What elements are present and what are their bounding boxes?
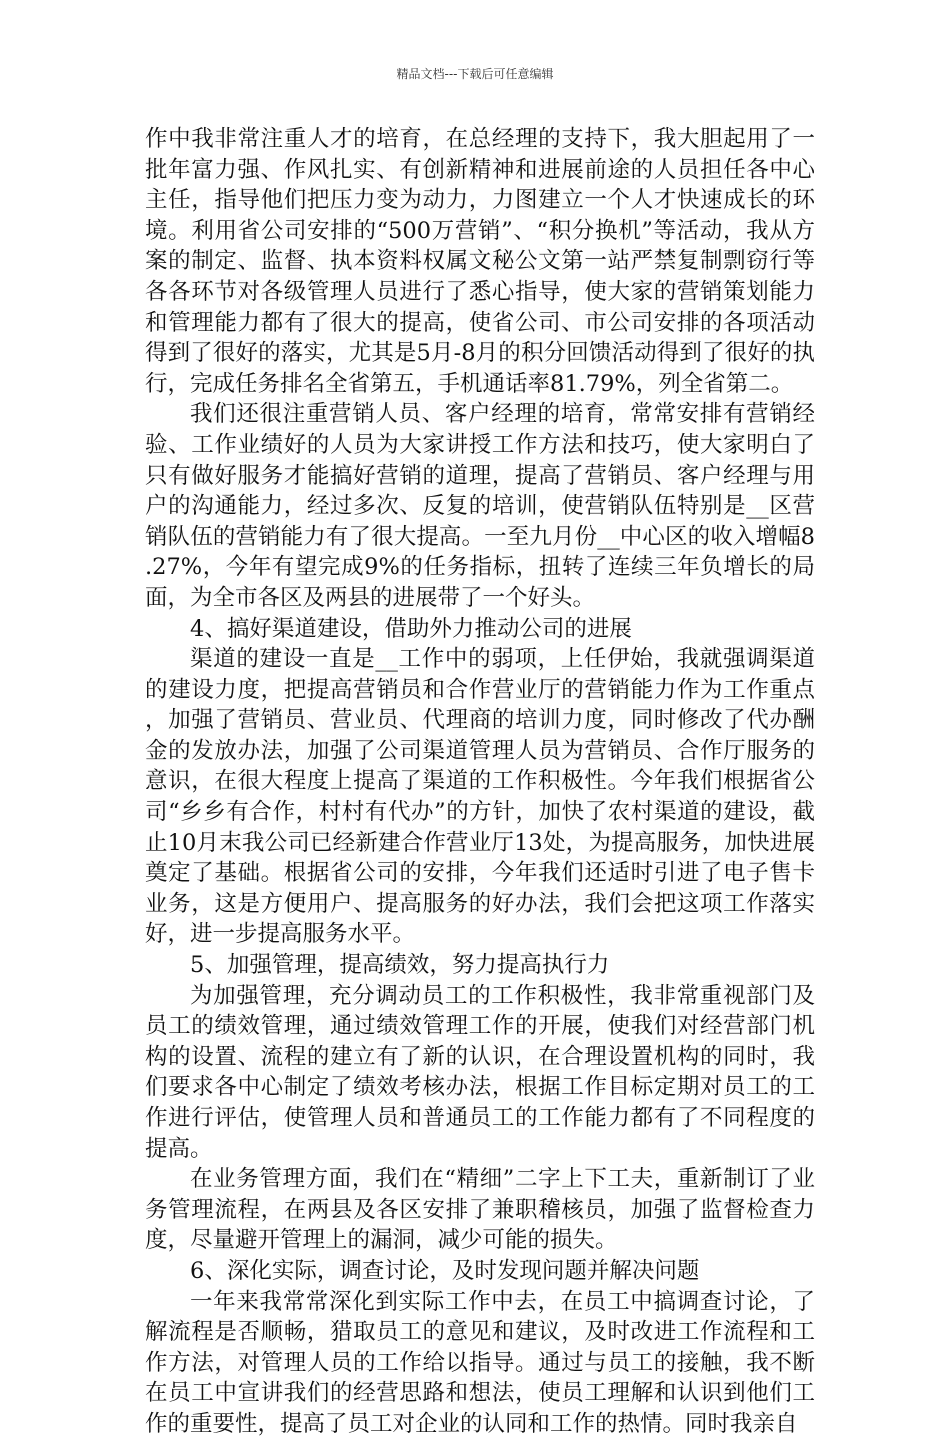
section-heading-investigation: 6、深化实际，调查讨论，及时发现问题并解决问题 bbox=[190, 1257, 700, 1284]
page-header: 精品文档---下载后可任意编辑 bbox=[396, 67, 554, 81]
section-heading-channel: 4、搞好渠道建设，借助外力推动公司的进展 bbox=[190, 615, 632, 642]
paragraph-field-investigation: 一年来我常常深化到实际工作中去，在员工中搞调查讨论，了解流程是否顺畅，猎取员工的意见和建议，及时改进工作流程和工作方法，对管理人员的工作给以指导。通过与员工的接触，我不断在员工中宣讲我们的经营思路和想法，使员工理解和认识到他们工作的重要性，提高了员工对企业的认同和工作的热情。同时我亲自 bbox=[145, 1288, 815, 1437]
paragraph-business-management: 在业务管理方面，我们在“精细”二字上下工夫，重新制订了业务管理流程，在两县及各区安排了兼职稽核员，加强了监督检查力度，尽量避开管理上的漏洞，减少可能的损失。 bbox=[145, 1166, 815, 1254]
document-body bbox=[145, 124, 815, 1440]
paragraph-channel-building: 渠道的建设一直是__工作中的弱项，上任伊始，我就强调渠道的建设力度，把提高营销员和合作营业厅的营销能力作为工作重点，加强了营销员、营业员、代理商的培训力度，同时修改了代办酬金的发放办法，加强了公司渠道管理人员为营销员、合作厅服务的意识，在很大程度上提高了渠道的工作积极性。今年我们根据省公司“乡乡有合作，村村有代办”的方针，加快了农村渠道的建设，截止10月末我公司已经新建合作营业厅13处，为提高服务，加快进展奠定了基础。根据省公司的安排，今年我们还适时引进了电子售卡业务，这是方便用户、提高服务的好办法，我们会把这项工作落实好，进一步提高服务水平。 bbox=[145, 646, 815, 948]
paragraph-talent-cultivation: 作中我非常注重人才的培育，在总经理的支持下，我大胆起用了一批年富力强、作风扎实、有创新精神和进展前途的人员担任各中心主任，指导他们把压力变为动力，力图建立一个人才快速成长的环境。利用省公司安排的“500万营销”、“积分换机”等活动，我从方案的制定、监督、执本资料权属文秘公文第一站严禁复制剽窃行等各各环节对各级管理人员进行了悉心指导，使大家的营销策划能力和管理能力都有了很大的提高，使省公司、市公司安排的各项活动得到了很好的落实，尤其是5月-8月的积分回馈活动得到了很好的执行，完成任务排名全省第五，手机通话率81.79%，列全省第二。 bbox=[145, 126, 815, 397]
paragraph-sales-training: 我们还很注重营销人员、客户经理的培育，常常安排有营销经验、工作业绩好的人员为大家讲授工作方法和技巧，使大家明白了只有做好服务才能搞好营销的道理，提高了营销员、客户经理与用户的沟通能力，经过多次、反复的培训，使营销队伍特别是__区营销队伍的营销能力有了很大提高。一至九月份__中心区的收入增幅8.27%，今年有望完成9%的任务指标，扭转了连续三年负增长的局面，为全市各区及两县的进展带了一个好头。 bbox=[145, 401, 815, 611]
section-heading-management: 5、加强管理，提高绩效，努力提高执行力 bbox=[190, 952, 610, 979]
paragraph-performance-management: 为加强管理，充分调动员工的工作积极性，我非常重视部门及员工的绩效管理，通过绩效管理工作的开展，使我们对经营部门机构的设置、流程的建立有了新的认识，在合理设置机构的同时，我们要求各中心制定了绩效考核办法，根据工作目标定期对员工的工作进行评估，使管理人员和普通员工的工作能力都有了不同程度的提高。 bbox=[145, 982, 815, 1162]
